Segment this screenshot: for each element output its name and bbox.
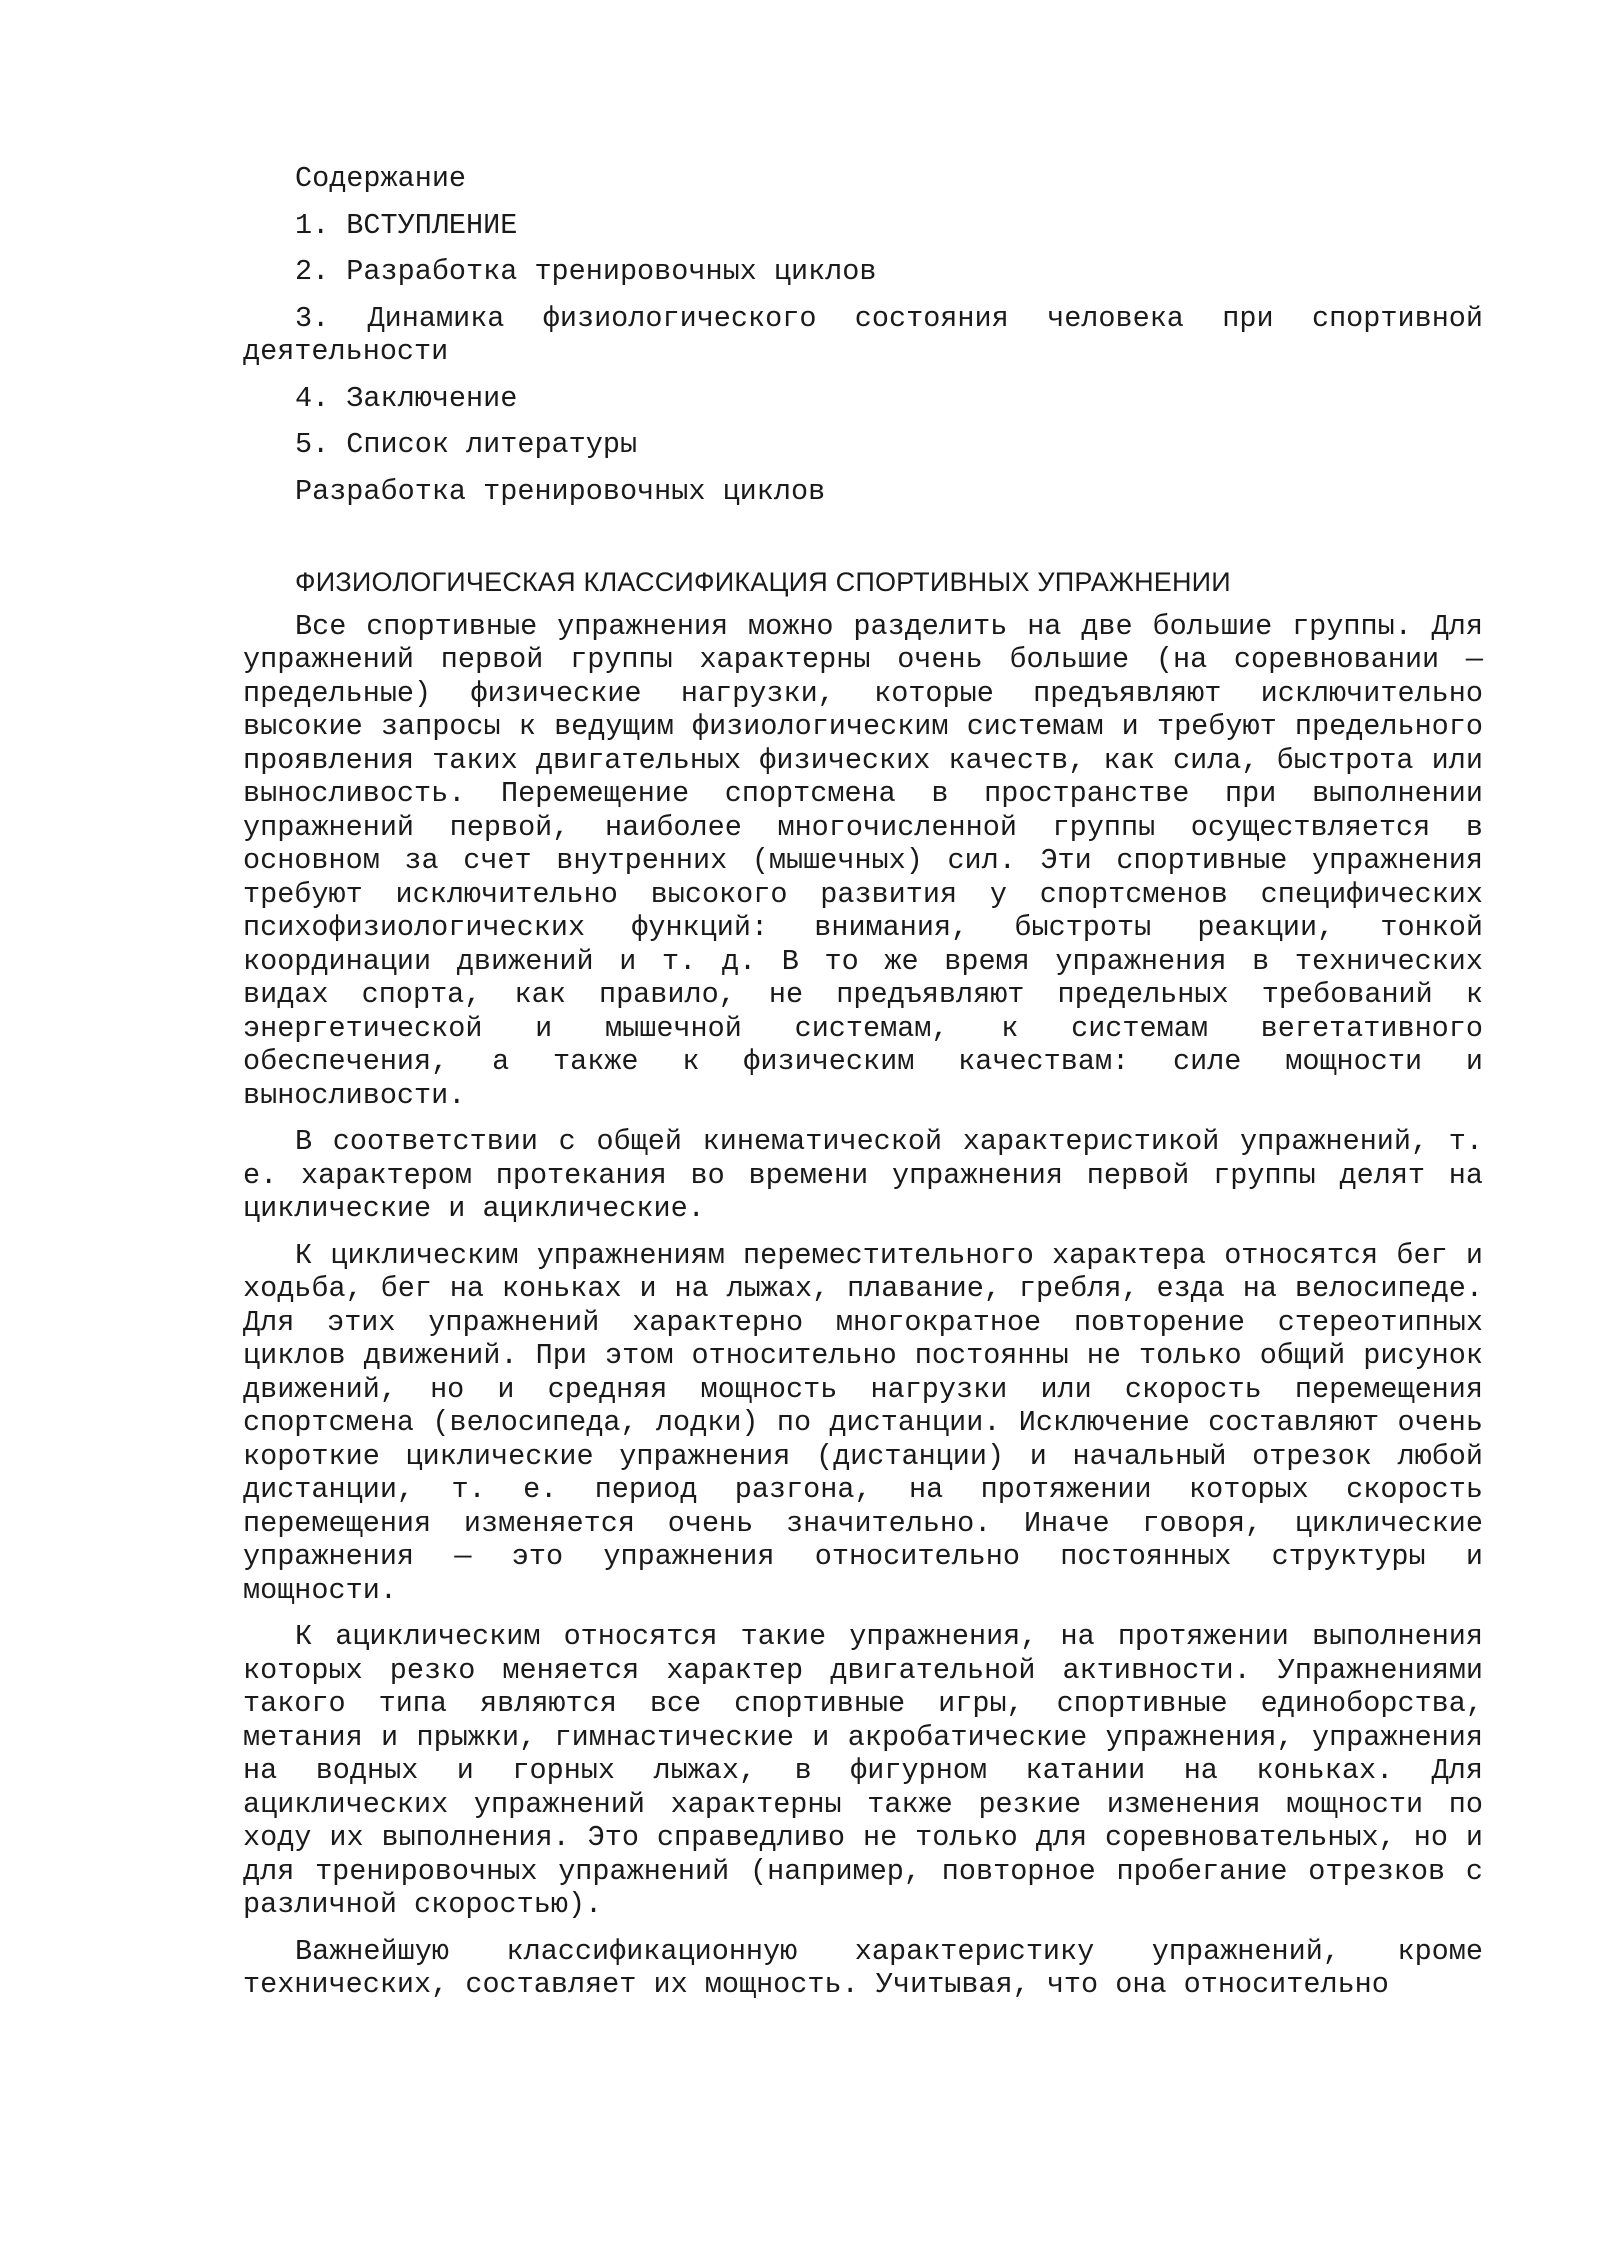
toc-title: Содержание — [295, 162, 467, 195]
paragraph: К циклическим упражнениям переместительного характера относятся бег и ходьба, бег на коньках и на лыжах, плавание, гребля, езда на велосипеде. Для этих упражнений характерно многократное повторение стереотипных циклов движений. При этом относительно постоянны не только общий рисунок движений, но и средняя мощность нагрузки или скорость перемещения спортсмена (велосипеда, лодки) по дистанции. Исключение составляют очень короткие циклические упражнения (дистанции) и начальный отрезок любой дистанции, т. е. период разгона, на протяжении которых скорость перемещения изменяется очень значительно. Иначе говоря, циклические упражнения — это упражнения относительно постоянных структуры и мощности. — [243, 1238, 1483, 1607]
toc-item-3: 3. Динамика физиологического состояния человека при спортивной деятельности — [243, 301, 1483, 368]
toc-item-1: 1. ВСТУПЛЕНИЕ — [295, 208, 518, 242]
toc-item-5: 5. Список литературы — [295, 428, 638, 461]
paragraph: Все спортивные упражнения можно разделить на две большие группы. Для упражнений первой группы характерны очень большие (на соревновании — предельные) физические нагрузки, которые предъявляют исключительно высокие запросы к ведущим физиологическим системам и требуют предельного проявления таких двигательных физических качеств, как сила, быстрота или выносливость. Перемещение спортсмена в пространстве при выполнении упражнений первой, наиболее многочисленной группы осуществляется в основном за счет внутренних (мышечных) сил. Эти спортивные упражнения требуют исключительно высокого развития у спортсменов специфических психофизиологических функций: внимания, быстроты реакции, тонкой координации движений и т. д. В то же время упражнения в технических видах спорта, как правило, не предъявляют предельных требований к энергетической и мышечной системам, к системам вегетативного обеспечения, а также к физическим качествам: силе мощности и выносливости. — [243, 609, 1483, 1112]
paragraph: Важнейшую классификационную характеристику упражнений, кроме технических, составляет их мощность. Учитывая, что она относительно — [243, 1934, 1483, 2001]
section-heading: ФИЗИОЛОГИЧЕСКАЯ КЛАССИФИКАЦИЯ СПОРТИВНЫХ УПРАЖНЕНИИ — [295, 567, 1231, 597]
document-page — [243, 162, 1483, 2015]
toc-item-2: 2. Разработка тренировочных циклов — [295, 255, 877, 288]
paragraph: К ациклическим относятся такие упражнения, на протяжении выполнения которых резко меняется характер двигательной активности. Упражнениями такого типа являются все спортивные игры, спортивные единоборства, метания и прыжки, гимнастические и акробатические упражнения, упражнения на водных и горных лыжах, в фигурном катании на коньках. Для ациклических упражнений характерны также резкие изменения мощности по ходу их выполнения. Это справедливо не только для соревновательных, но и для тренировочных упражнений (например, повторное пробегание отрезков с различной скоростью). — [243, 1620, 1483, 1921]
section-title: Разработка тренировочных циклов — [295, 474, 826, 508]
paragraph: В соответствии с общей кинематической характеристикой упражнений, т. е. характером протекания во времени упражнения первой группы делят на циклические и ациклические. — [243, 1125, 1483, 1225]
toc-item-4: 4. Заключение — [295, 381, 518, 415]
section-spacer — [243, 521, 1483, 566]
